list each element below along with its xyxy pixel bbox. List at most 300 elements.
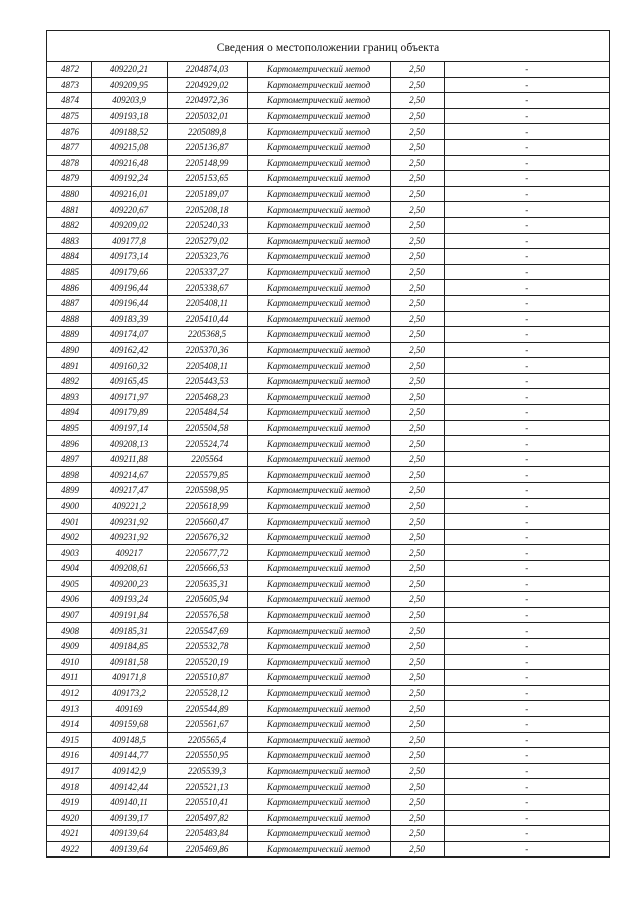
description-cell: - xyxy=(444,561,609,577)
description-cell: - xyxy=(444,826,609,842)
method-cell: Картометрический метод xyxy=(247,358,390,374)
x-coordinate-cell: 409203,9 xyxy=(91,93,167,109)
x-coordinate-cell: 409142,9 xyxy=(91,763,167,779)
description-cell: - xyxy=(444,264,609,280)
point-number-cell: 4882 xyxy=(47,217,91,233)
table-row xyxy=(47,358,609,374)
description-cell: - xyxy=(444,654,609,670)
method-cell: Картометрический метод xyxy=(247,716,390,732)
y-coordinate-cell: 2205153,65 xyxy=(167,171,247,187)
table-row xyxy=(47,202,609,218)
accuracy-cell: 2,50 xyxy=(390,108,444,124)
y-coordinate-cell: 2205550,95 xyxy=(167,748,247,764)
accuracy-cell: 2,50 xyxy=(390,810,444,826)
x-coordinate-cell: 409200,23 xyxy=(91,576,167,592)
y-coordinate-cell: 2204929,02 xyxy=(167,77,247,93)
point-number-cell: 4888 xyxy=(47,311,91,327)
y-coordinate-cell: 2205521,13 xyxy=(167,779,247,795)
point-number-cell: 4886 xyxy=(47,280,91,296)
description-cell: - xyxy=(444,389,609,405)
description-cell: - xyxy=(444,233,609,249)
accuracy-cell: 2,50 xyxy=(390,529,444,545)
table-row xyxy=(47,654,609,670)
y-coordinate-cell: 2205547,69 xyxy=(167,623,247,639)
method-cell: Картометрический метод xyxy=(247,701,390,717)
method-cell: Картометрический метод xyxy=(247,748,390,764)
point-number-cell: 4902 xyxy=(47,529,91,545)
accuracy-cell: 2,50 xyxy=(390,701,444,717)
y-coordinate-cell: 2205677,72 xyxy=(167,545,247,561)
table-row xyxy=(47,561,609,577)
method-cell: Картометрический метод xyxy=(247,389,390,405)
accuracy-cell: 2,50 xyxy=(390,93,444,109)
x-coordinate-cell: 409216,48 xyxy=(91,155,167,171)
point-number-cell: 4887 xyxy=(47,295,91,311)
description-cell: - xyxy=(444,436,609,452)
accuracy-cell: 2,50 xyxy=(390,779,444,795)
table-row xyxy=(47,467,609,483)
accuracy-cell: 2,50 xyxy=(390,155,444,171)
point-number-cell: 4892 xyxy=(47,373,91,389)
description-cell: - xyxy=(444,327,609,343)
method-cell: Картометрический метод xyxy=(247,436,390,452)
table-row xyxy=(47,716,609,732)
point-number-cell: 4920 xyxy=(47,810,91,826)
point-number-cell: 4875 xyxy=(47,108,91,124)
description-cell: - xyxy=(444,62,609,77)
table-row xyxy=(47,748,609,764)
y-coordinate-cell: 2205524,74 xyxy=(167,436,247,452)
method-cell: Картометрический метод xyxy=(247,280,390,296)
accuracy-cell: 2,50 xyxy=(390,841,444,857)
point-number-cell: 4897 xyxy=(47,451,91,467)
point-number-cell: 4890 xyxy=(47,342,91,358)
table-row xyxy=(47,171,609,187)
method-cell: Картометрический метод xyxy=(247,841,390,857)
y-coordinate-cell: 2205408,11 xyxy=(167,295,247,311)
x-coordinate-cell: 409142,44 xyxy=(91,779,167,795)
y-coordinate-cell: 2205469,86 xyxy=(167,841,247,857)
accuracy-cell: 2,50 xyxy=(390,561,444,577)
x-coordinate-cell: 409217 xyxy=(91,545,167,561)
method-cell: Картометрический метод xyxy=(247,685,390,701)
method-cell: Картометрический метод xyxy=(247,638,390,654)
description-cell: - xyxy=(444,794,609,810)
description-cell: - xyxy=(444,155,609,171)
point-number-cell: 4898 xyxy=(47,467,91,483)
point-number-cell: 4922 xyxy=(47,841,91,857)
x-coordinate-cell: 409169 xyxy=(91,701,167,717)
table-row xyxy=(47,623,609,639)
table-row xyxy=(47,155,609,171)
accuracy-cell: 2,50 xyxy=(390,545,444,561)
accuracy-cell: 2,50 xyxy=(390,124,444,140)
table-row xyxy=(47,576,609,592)
point-number-cell: 4895 xyxy=(47,420,91,436)
accuracy-cell: 2,50 xyxy=(390,623,444,639)
description-cell: - xyxy=(444,748,609,764)
description-cell: - xyxy=(444,186,609,202)
point-number-cell: 4915 xyxy=(47,732,91,748)
x-coordinate-cell: 409191,84 xyxy=(91,607,167,623)
y-coordinate-cell: 2204972,36 xyxy=(167,93,247,109)
accuracy-cell: 2,50 xyxy=(390,358,444,374)
x-coordinate-cell: 409184,85 xyxy=(91,638,167,654)
x-coordinate-cell: 409216,01 xyxy=(91,186,167,202)
method-cell: Картометрический метод xyxy=(247,561,390,577)
point-number-cell: 4880 xyxy=(47,186,91,202)
table-row xyxy=(47,514,609,530)
x-coordinate-cell: 409231,92 xyxy=(91,514,167,530)
accuracy-cell: 2,50 xyxy=(390,62,444,77)
point-number-cell: 4900 xyxy=(47,498,91,514)
accuracy-cell: 2,50 xyxy=(390,233,444,249)
method-cell: Картометрический метод xyxy=(247,93,390,109)
table-row xyxy=(47,77,609,93)
accuracy-cell: 2,50 xyxy=(390,77,444,93)
x-coordinate-cell: 409188,52 xyxy=(91,124,167,140)
y-coordinate-cell: 2205279,02 xyxy=(167,233,247,249)
point-number-cell: 4904 xyxy=(47,561,91,577)
x-coordinate-cell: 409179,66 xyxy=(91,264,167,280)
description-cell: - xyxy=(444,576,609,592)
description-cell: - xyxy=(444,295,609,311)
description-cell: - xyxy=(444,779,609,795)
description-cell: - xyxy=(444,607,609,623)
table-row xyxy=(47,249,609,265)
table-row xyxy=(47,529,609,545)
method-cell: Картометрический метод xyxy=(247,139,390,155)
point-number-cell: 4896 xyxy=(47,436,91,452)
document-title: Сведения о местоположении границ объекта xyxy=(47,31,609,62)
x-coordinate-cell: 409148,5 xyxy=(91,732,167,748)
description-cell: - xyxy=(444,498,609,514)
document-sheet xyxy=(46,30,610,858)
method-cell: Картометрический метод xyxy=(247,654,390,670)
point-number-cell: 4921 xyxy=(47,826,91,842)
accuracy-cell: 2,50 xyxy=(390,498,444,514)
method-cell: Картометрический метод xyxy=(247,108,390,124)
y-coordinate-cell: 2205528,12 xyxy=(167,685,247,701)
method-cell: Картометрический метод xyxy=(247,623,390,639)
description-cell: - xyxy=(444,514,609,530)
accuracy-cell: 2,50 xyxy=(390,467,444,483)
description-cell: - xyxy=(444,420,609,436)
y-coordinate-cell: 2205408,11 xyxy=(167,358,247,374)
x-coordinate-cell: 409193,18 xyxy=(91,108,167,124)
description-cell: - xyxy=(444,483,609,499)
method-cell: Картометрический метод xyxy=(247,592,390,608)
y-coordinate-cell: 2205089,8 xyxy=(167,124,247,140)
y-coordinate-cell: 2205443,53 xyxy=(167,373,247,389)
method-cell: Картометрический метод xyxy=(247,405,390,421)
method-cell: Картометрический метод xyxy=(247,545,390,561)
accuracy-cell: 2,50 xyxy=(390,139,444,155)
x-coordinate-cell: 409139,64 xyxy=(91,826,167,842)
x-coordinate-cell: 409197,14 xyxy=(91,420,167,436)
description-cell: - xyxy=(444,467,609,483)
description-cell: - xyxy=(444,171,609,187)
table-row xyxy=(47,451,609,467)
table-row xyxy=(47,436,609,452)
point-number-cell: 4884 xyxy=(47,249,91,265)
y-coordinate-cell: 2205208,18 xyxy=(167,202,247,218)
x-coordinate-cell: 409220,67 xyxy=(91,202,167,218)
method-cell: Картометрический метод xyxy=(247,420,390,436)
method-cell: Картометрический метод xyxy=(247,451,390,467)
method-cell: Картометрический метод xyxy=(247,62,390,77)
accuracy-cell: 2,50 xyxy=(390,514,444,530)
y-coordinate-cell: 2205539,3 xyxy=(167,763,247,779)
method-cell: Картометрический метод xyxy=(247,373,390,389)
y-coordinate-cell: 2205561,67 xyxy=(167,716,247,732)
x-coordinate-cell: 409211,88 xyxy=(91,451,167,467)
y-coordinate-cell: 2205618,99 xyxy=(167,498,247,514)
y-coordinate-cell: 2205576,58 xyxy=(167,607,247,623)
x-coordinate-cell: 409217,47 xyxy=(91,483,167,499)
x-coordinate-cell: 409208,13 xyxy=(91,436,167,452)
accuracy-cell: 2,50 xyxy=(390,249,444,265)
method-cell: Картометрический метод xyxy=(247,498,390,514)
x-coordinate-cell: 409183,39 xyxy=(91,311,167,327)
method-cell: Картометрический метод xyxy=(247,311,390,327)
description-cell: - xyxy=(444,592,609,608)
accuracy-cell: 2,50 xyxy=(390,202,444,218)
accuracy-cell: 2,50 xyxy=(390,483,444,499)
description-cell: - xyxy=(444,108,609,124)
point-number-cell: 4919 xyxy=(47,794,91,810)
accuracy-cell: 2,50 xyxy=(390,732,444,748)
table-row xyxy=(47,420,609,436)
accuracy-cell: 2,50 xyxy=(390,186,444,202)
coordinates-table xyxy=(47,62,609,857)
table-row xyxy=(47,139,609,155)
method-cell: Картометрический метод xyxy=(247,514,390,530)
description-cell: - xyxy=(444,716,609,732)
point-number-cell: 4883 xyxy=(47,233,91,249)
y-coordinate-cell: 2204874,03 xyxy=(167,62,247,77)
table-row xyxy=(47,389,609,405)
accuracy-cell: 2,50 xyxy=(390,327,444,343)
table-row xyxy=(47,841,609,857)
accuracy-cell: 2,50 xyxy=(390,280,444,296)
point-number-cell: 4916 xyxy=(47,748,91,764)
table-row xyxy=(47,638,609,654)
method-cell: Картометрический метод xyxy=(247,124,390,140)
description-cell: - xyxy=(444,373,609,389)
x-coordinate-cell: 409192,24 xyxy=(91,171,167,187)
y-coordinate-cell: 2205565,4 xyxy=(167,732,247,748)
method-cell: Картометрический метод xyxy=(247,732,390,748)
accuracy-cell: 2,50 xyxy=(390,638,444,654)
x-coordinate-cell: 409221,2 xyxy=(91,498,167,514)
y-coordinate-cell: 2205468,23 xyxy=(167,389,247,405)
y-coordinate-cell: 2205510,87 xyxy=(167,670,247,686)
y-coordinate-cell: 2205240,33 xyxy=(167,217,247,233)
accuracy-cell: 2,50 xyxy=(390,342,444,358)
point-number-cell: 4918 xyxy=(47,779,91,795)
description-cell: - xyxy=(444,732,609,748)
x-coordinate-cell: 409139,64 xyxy=(91,841,167,857)
method-cell: Картометрический метод xyxy=(247,483,390,499)
y-coordinate-cell: 2205370,36 xyxy=(167,342,247,358)
accuracy-cell: 2,50 xyxy=(390,295,444,311)
point-number-cell: 4905 xyxy=(47,576,91,592)
y-coordinate-cell: 2205148,99 xyxy=(167,155,247,171)
x-coordinate-cell: 409171,8 xyxy=(91,670,167,686)
x-coordinate-cell: 409139,17 xyxy=(91,810,167,826)
y-coordinate-cell: 2205504,58 xyxy=(167,420,247,436)
table-row xyxy=(47,498,609,514)
description-cell: - xyxy=(444,217,609,233)
point-number-cell: 4910 xyxy=(47,654,91,670)
point-number-cell: 4901 xyxy=(47,514,91,530)
x-coordinate-cell: 409171,97 xyxy=(91,389,167,405)
table-row xyxy=(47,732,609,748)
description-cell: - xyxy=(444,311,609,327)
point-number-cell: 4872 xyxy=(47,62,91,77)
accuracy-cell: 2,50 xyxy=(390,436,444,452)
method-cell: Картометрический метод xyxy=(247,529,390,545)
y-coordinate-cell: 2205544,89 xyxy=(167,701,247,717)
accuracy-cell: 2,50 xyxy=(390,171,444,187)
y-coordinate-cell: 2205660,47 xyxy=(167,514,247,530)
y-coordinate-cell: 2205338,67 xyxy=(167,280,247,296)
accuracy-cell: 2,50 xyxy=(390,264,444,280)
x-coordinate-cell: 409173,14 xyxy=(91,249,167,265)
x-coordinate-cell: 409181,58 xyxy=(91,654,167,670)
method-cell: Картометрический метод xyxy=(247,327,390,343)
x-coordinate-cell: 409173,2 xyxy=(91,685,167,701)
accuracy-cell: 2,50 xyxy=(390,716,444,732)
method-cell: Картометрический метод xyxy=(247,295,390,311)
table-row xyxy=(47,670,609,686)
method-cell: Картометрический метод xyxy=(247,233,390,249)
method-cell: Картометрический метод xyxy=(247,77,390,93)
x-coordinate-cell: 409214,67 xyxy=(91,467,167,483)
description-cell: - xyxy=(444,202,609,218)
y-coordinate-cell: 2205368,5 xyxy=(167,327,247,343)
description-cell: - xyxy=(444,701,609,717)
x-coordinate-cell: 409208,61 xyxy=(91,561,167,577)
accuracy-cell: 2,50 xyxy=(390,389,444,405)
coordinates-table-body xyxy=(47,62,609,857)
table-row xyxy=(47,373,609,389)
point-number-cell: 4878 xyxy=(47,155,91,171)
description-cell: - xyxy=(444,342,609,358)
accuracy-cell: 2,50 xyxy=(390,794,444,810)
x-coordinate-cell: 409196,44 xyxy=(91,280,167,296)
x-coordinate-cell: 409193,24 xyxy=(91,592,167,608)
method-cell: Картометрический метод xyxy=(247,763,390,779)
y-coordinate-cell: 2205532,78 xyxy=(167,638,247,654)
table-row xyxy=(47,93,609,109)
method-cell: Картометрический метод xyxy=(247,794,390,810)
accuracy-cell: 2,50 xyxy=(390,592,444,608)
table-row xyxy=(47,280,609,296)
description-cell: - xyxy=(444,685,609,701)
description-cell: - xyxy=(444,124,609,140)
y-coordinate-cell: 2205635,31 xyxy=(167,576,247,592)
x-coordinate-cell: 409159,68 xyxy=(91,716,167,732)
table-row xyxy=(47,592,609,608)
accuracy-cell: 2,50 xyxy=(390,311,444,327)
table-row xyxy=(47,342,609,358)
x-coordinate-cell: 409160,32 xyxy=(91,358,167,374)
description-cell: - xyxy=(444,280,609,296)
accuracy-cell: 2,50 xyxy=(390,217,444,233)
x-coordinate-cell: 409209,95 xyxy=(91,77,167,93)
description-cell: - xyxy=(444,545,609,561)
accuracy-cell: 2,50 xyxy=(390,670,444,686)
table-row xyxy=(47,483,609,499)
accuracy-cell: 2,50 xyxy=(390,826,444,842)
table-row xyxy=(47,264,609,280)
point-number-cell: 4894 xyxy=(47,405,91,421)
table-row xyxy=(47,607,609,623)
point-number-cell: 4889 xyxy=(47,327,91,343)
x-coordinate-cell: 409140,11 xyxy=(91,794,167,810)
method-cell: Картометрический метод xyxy=(247,264,390,280)
accuracy-cell: 2,50 xyxy=(390,373,444,389)
point-number-cell: 4893 xyxy=(47,389,91,405)
method-cell: Картометрический метод xyxy=(247,186,390,202)
table-row xyxy=(47,217,609,233)
accuracy-cell: 2,50 xyxy=(390,748,444,764)
table-row xyxy=(47,327,609,343)
description-cell: - xyxy=(444,529,609,545)
method-cell: Картометрический метод xyxy=(247,342,390,358)
y-coordinate-cell: 2205605,94 xyxy=(167,592,247,608)
point-number-cell: 4907 xyxy=(47,607,91,623)
y-coordinate-cell: 2205323,76 xyxy=(167,249,247,265)
table-row xyxy=(47,810,609,826)
method-cell: Картометрический метод xyxy=(247,670,390,686)
table-row xyxy=(47,108,609,124)
table-row xyxy=(47,186,609,202)
accuracy-cell: 2,50 xyxy=(390,763,444,779)
description-cell: - xyxy=(444,77,609,93)
description-cell: - xyxy=(444,93,609,109)
x-coordinate-cell: 409174,07 xyxy=(91,327,167,343)
y-coordinate-cell: 2205497,82 xyxy=(167,810,247,826)
point-number-cell: 4874 xyxy=(47,93,91,109)
method-cell: Картометрический метод xyxy=(247,202,390,218)
point-number-cell: 4873 xyxy=(47,77,91,93)
x-coordinate-cell: 409196,44 xyxy=(91,295,167,311)
description-cell: - xyxy=(444,405,609,421)
description-cell: - xyxy=(444,451,609,467)
point-number-cell: 4879 xyxy=(47,171,91,187)
point-number-cell: 4899 xyxy=(47,483,91,499)
point-number-cell: 4912 xyxy=(47,685,91,701)
method-cell: Картометрический метод xyxy=(247,217,390,233)
point-number-cell: 4877 xyxy=(47,139,91,155)
point-number-cell: 4876 xyxy=(47,124,91,140)
table-row xyxy=(47,701,609,717)
method-cell: Картометрический метод xyxy=(247,779,390,795)
y-coordinate-cell: 2205189,07 xyxy=(167,186,247,202)
x-coordinate-cell: 409177,8 xyxy=(91,233,167,249)
method-cell: Картометрический метод xyxy=(247,467,390,483)
description-cell: - xyxy=(444,249,609,265)
point-number-cell: 4906 xyxy=(47,592,91,608)
table-row xyxy=(47,545,609,561)
y-coordinate-cell: 2205337,27 xyxy=(167,264,247,280)
point-number-cell: 4911 xyxy=(47,670,91,686)
y-coordinate-cell: 2205598,95 xyxy=(167,483,247,499)
x-coordinate-cell: 409179,89 xyxy=(91,405,167,421)
